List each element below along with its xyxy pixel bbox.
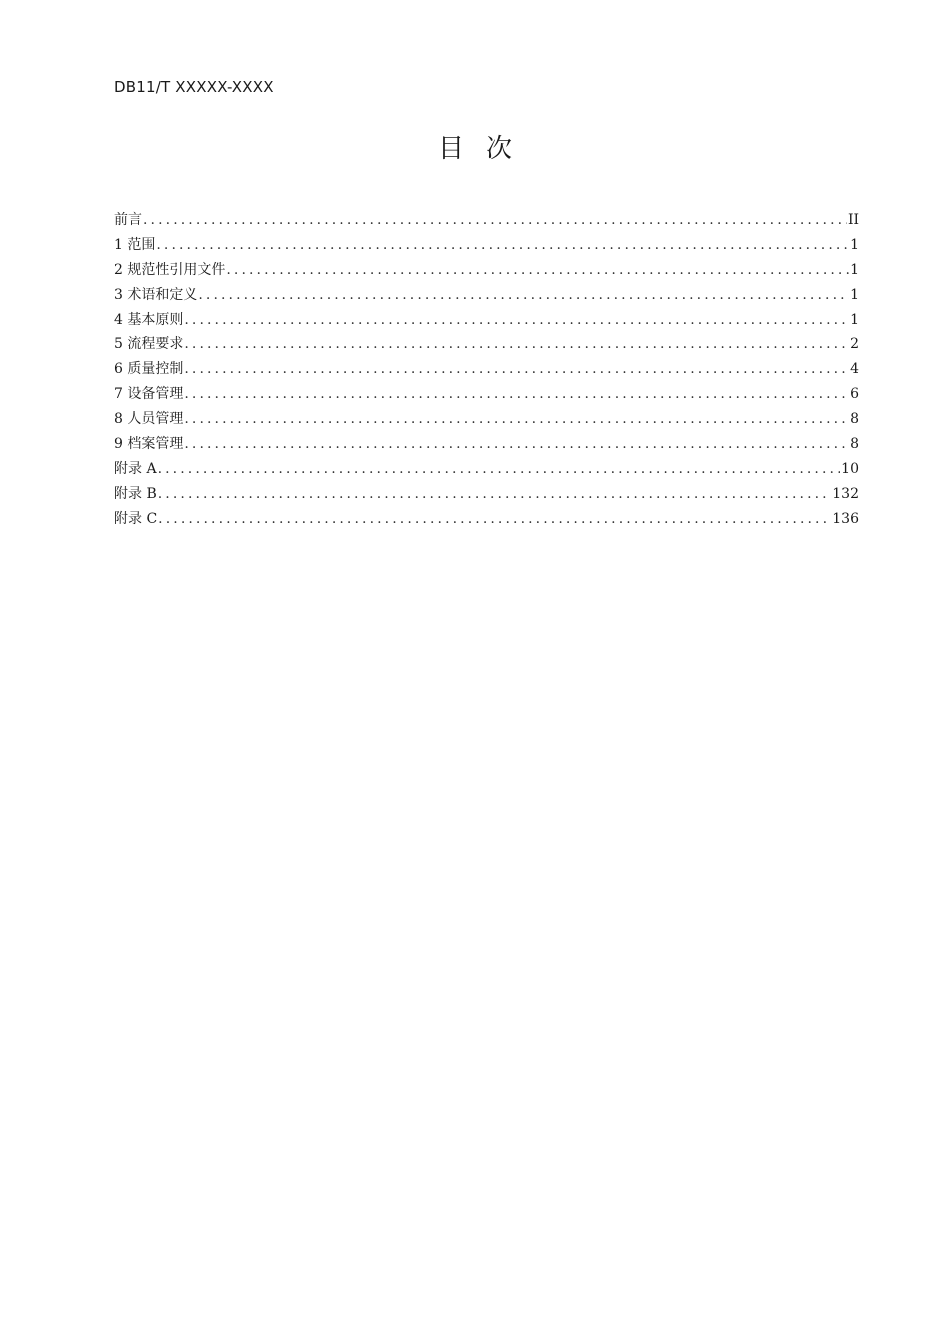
toc-entry-label: 9 档案管理 (114, 436, 184, 453)
toc-entry-label: 5 流程要求 (114, 336, 184, 353)
document-code: DB11/T XXXXX-XXXX (114, 78, 274, 96)
toc-entry[interactable] (114, 284, 859, 309)
toc-dot-leader (158, 461, 841, 477)
toc-entry-label: 6 质量控制 (114, 361, 184, 378)
toc-entry[interactable] (114, 458, 859, 483)
toc-entry-page: 10 (841, 460, 859, 477)
toc-entry[interactable] (114, 433, 859, 458)
toc-dot-leader (158, 511, 831, 527)
toc-entry-page: 1 (850, 261, 859, 278)
toc-entry-label: 7 设备管理 (114, 386, 184, 403)
toc-dot-leader (184, 436, 849, 452)
toc-entry-label: 前言 (114, 212, 142, 228)
toc-entry[interactable] (114, 309, 859, 334)
toc-entry[interactable] (114, 383, 859, 408)
toc-entry-page: 4 (850, 361, 859, 378)
toc-dot-leader (226, 262, 849, 278)
toc-entry-page: 136 (832, 510, 859, 527)
table-of-contents (114, 209, 859, 533)
toc-entry-page: 2 (850, 336, 859, 353)
page-title: 目次 (437, 134, 534, 164)
toc-dot-leader (198, 287, 849, 303)
toc-dot-leader (184, 386, 849, 402)
toc-entry-page: 6 (850, 386, 859, 403)
toc-entry-page: 8 (850, 411, 859, 428)
toc-entry-page: 1 (850, 311, 859, 328)
toc-dot-leader (184, 312, 849, 328)
toc-entry-page: II (847, 212, 859, 228)
toc-entry-label: 附录 C (114, 510, 158, 527)
toc-dot-leader (184, 336, 849, 352)
toc-dot-leader (143, 212, 847, 228)
toc-entry-page: 8 (850, 436, 859, 453)
toc-entry-label: 附录 A (114, 460, 157, 477)
toc-entry-label: 2 规范性引用文件 (114, 261, 226, 278)
toc-entry-page: 132 (832, 485, 859, 502)
toc-entry[interactable] (114, 408, 859, 433)
toc-entry[interactable] (114, 483, 859, 508)
toc-entry-label: 附录 B (114, 485, 157, 502)
toc-entry-label: 3 术语和定义 (114, 286, 198, 303)
toc-entry-label: 4 基本原则 (114, 311, 184, 328)
toc-dot-leader (156, 237, 849, 253)
toc-entry[interactable] (114, 508, 859, 533)
toc-entry[interactable] (114, 234, 859, 259)
toc-entry[interactable] (114, 333, 859, 358)
toc-entry-label: 1 范围 (114, 236, 156, 253)
toc-entry[interactable] (114, 209, 859, 234)
toc-entry-page: 1 (850, 236, 859, 253)
toc-dot-leader (184, 411, 849, 427)
toc-dot-leader (184, 361, 849, 377)
toc-entry[interactable] (114, 358, 859, 383)
toc-entry[interactable] (114, 259, 859, 284)
toc-entry-page: 1 (850, 286, 859, 303)
toc-entry-label: 8 人员管理 (114, 411, 184, 428)
toc-dot-leader (158, 486, 832, 502)
